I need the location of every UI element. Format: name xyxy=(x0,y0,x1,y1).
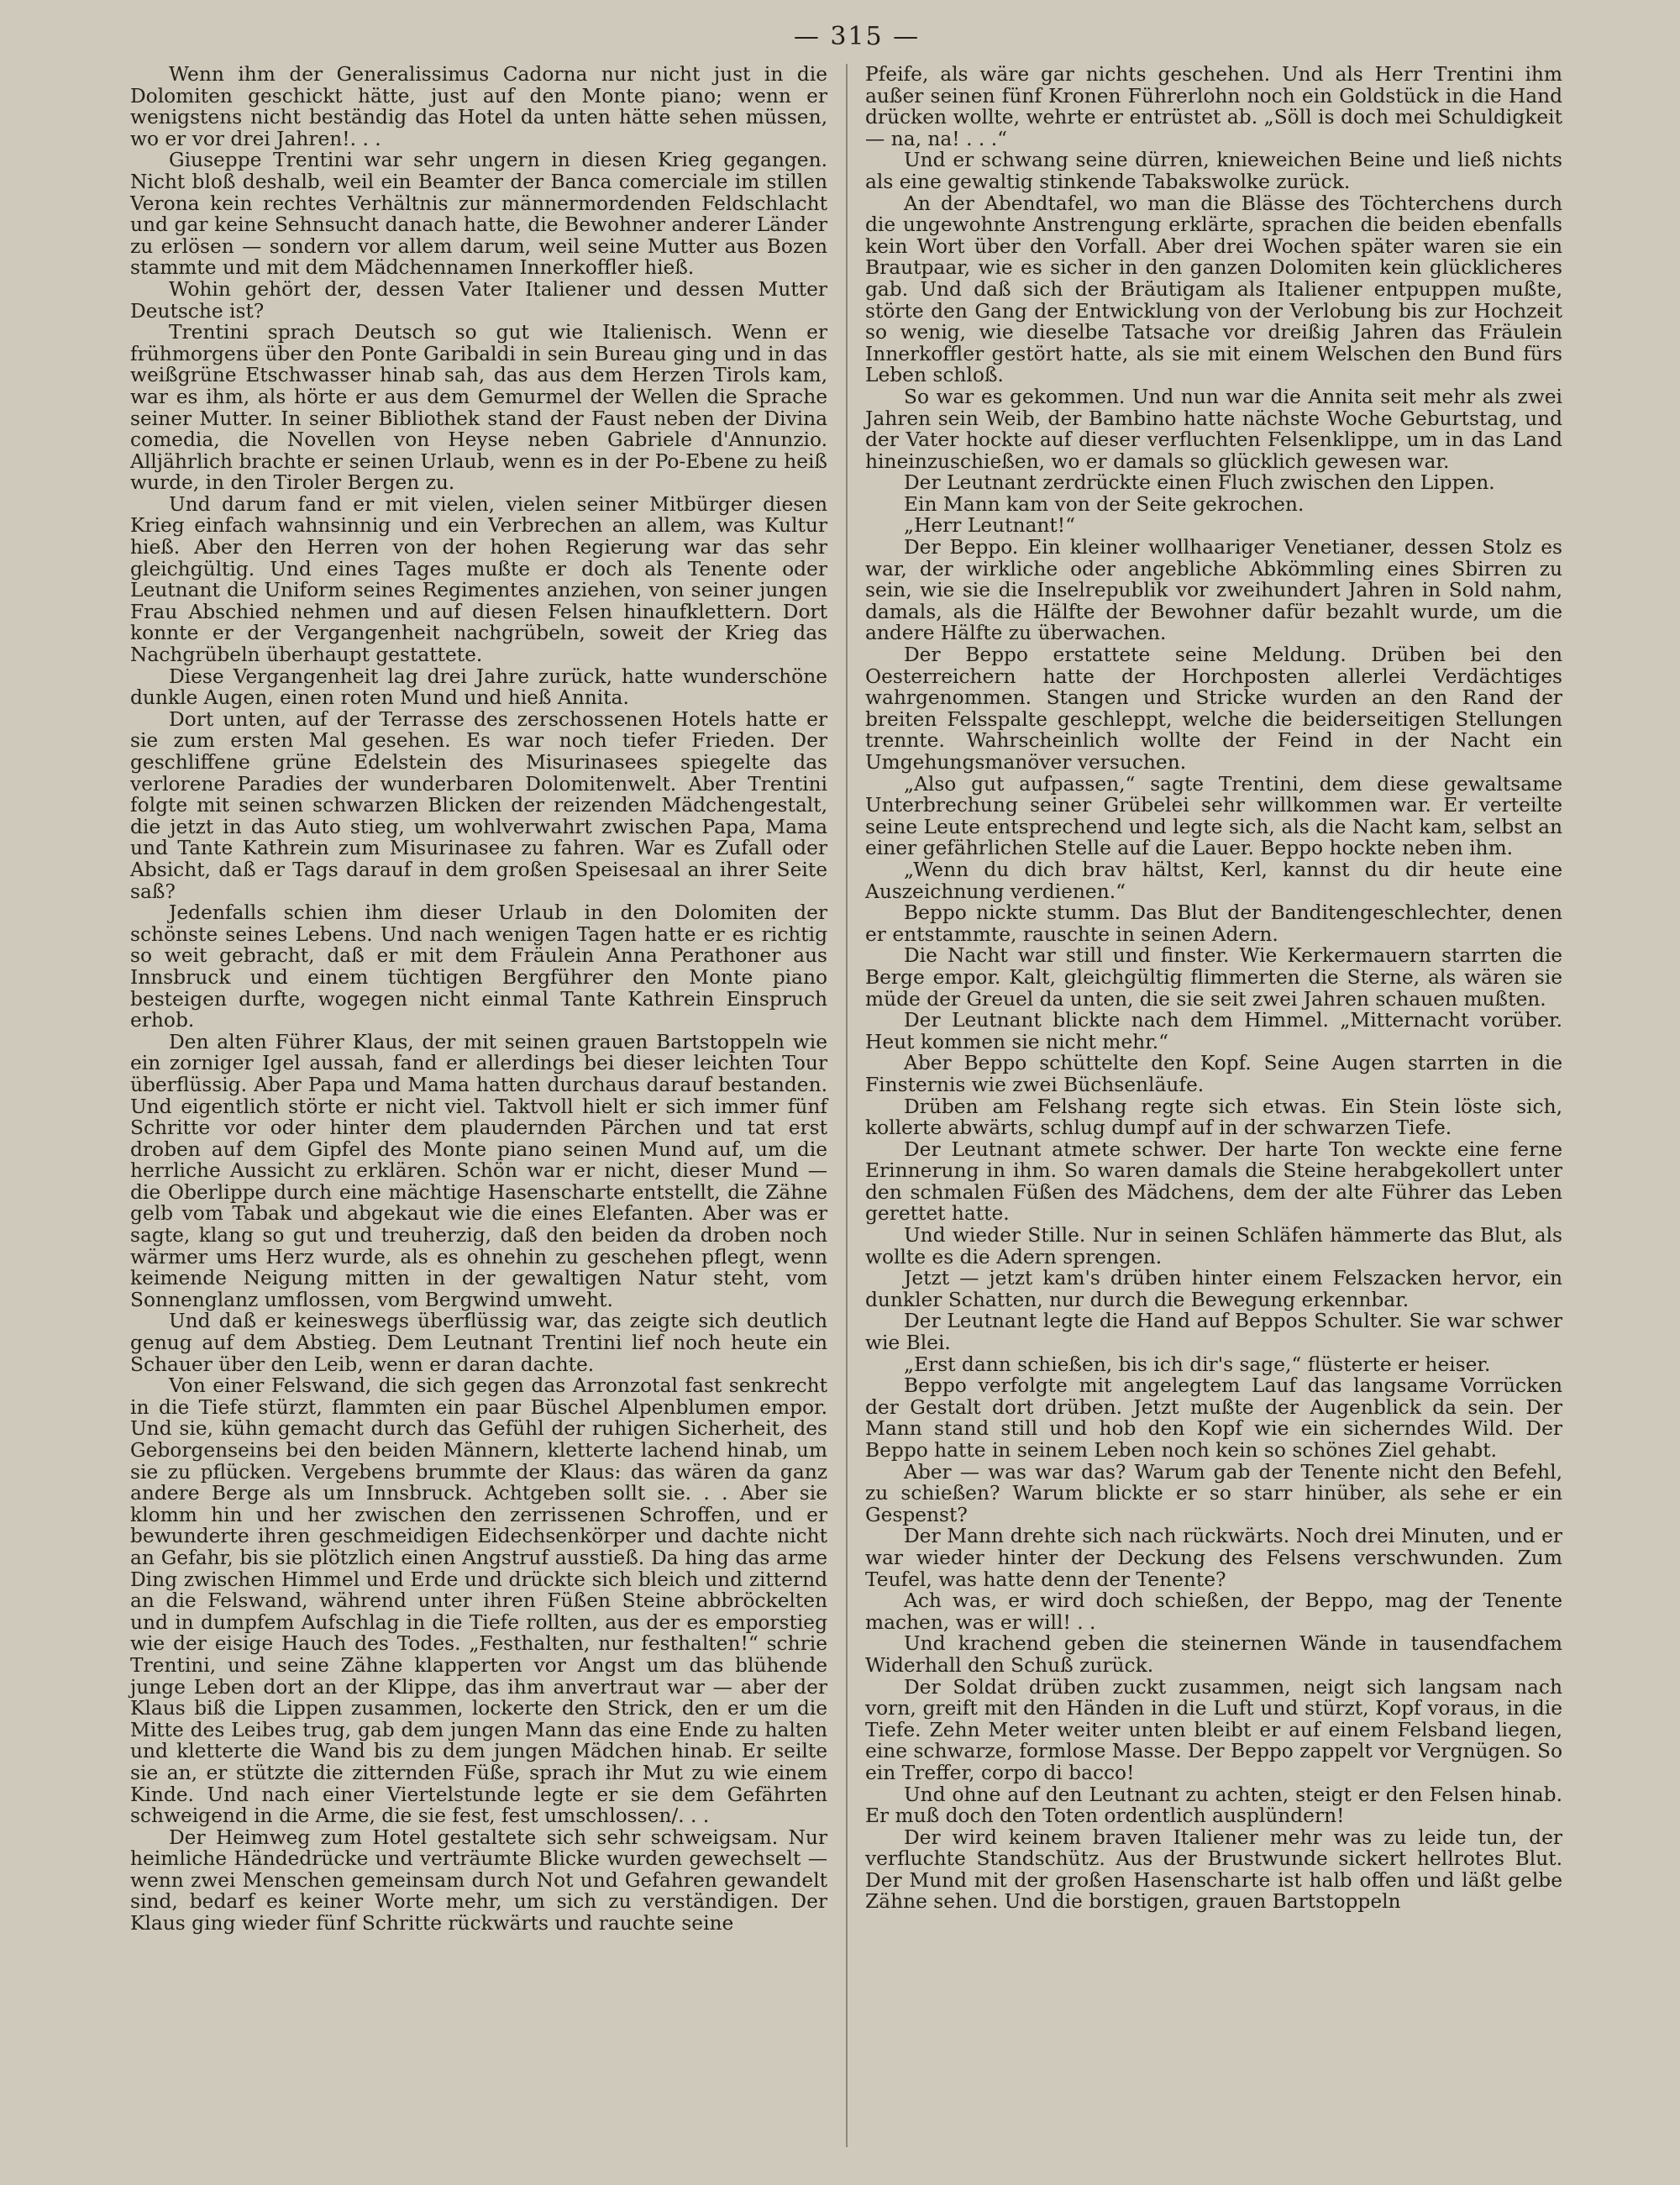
paragraph: Der Heimweg zum Hotel gestaltete sich sehr schweigsam. Nur heimliche Händedrücke und verträumte Blicke wurden gewechselt — wenn zwei Menschen gemeinsam durch Not und Gefahren gewandelt sind, bedarf es keiner Worte mehr, um sich zu verständigen. Der Klaus ging wieder fünf Schritte rückwärts und rauchte seine xyxy=(130,1825,827,1936)
paragraph: Und ohne auf den Leutnant zu achten, steigt er den Felsen hinab. Er muß doch den Toten ordentlich ausplündern! xyxy=(865,1783,1562,1828)
paragraph: Wohin gehört der, dessen Vater Italiener und dessen Mutter Deutsche ist? xyxy=(130,277,827,323)
paragraph: „Wenn du dich brav hältst, Kerl, kannst du dir heute eine Auszeichnung verdienen.“ xyxy=(865,858,1562,903)
paragraph: An der Abendtafel, wo man die Blässe des Töchterchens durch die ungewohnte Anstrengung erklärte, sprachen die beiden ebenfalls kein Wort über den Vorfall. Aber drei Wochen später waren sie ein Brautpaar, wie es sicher in den ganzen Dolomiten kein glücklicheres gab. Und daß sich der Bräutigam als Italiener entpuppen mußte, störte den Gang der Entwicklung von der Verlobung bis zur Hochzeit so wenig, wie dieselbe Tatsache vor dreißig Jahren das Fräulein Innerkoffler gestört hatte, als sie mit einem Welschen den Bund fürs Leben schloß. xyxy=(865,192,1562,387)
paragraph: Dort unten, auf der Terrasse des zerschossenen Hotels hatte er sie zum ersten Mal gesehen. Es war noch tiefer Frieden. Der geschliffene grüne Edelstein des Misurinasees spiegelte das verlorene Paradies der wunderbaren Dolomitenwelt. Aber Trentini folgte mit seinen schwarzen Blicken der reizenden Mädchengestalt, die jetzt in das Auto stieg, um wohlverwahrt zwischen Papa, Mama und Tante Kathrein zum Misurinasee zu fahren. War es Zufall oder Absicht, daß er Tags darauf in dem großen Speisesaal an ihrer Seite saß? xyxy=(130,707,827,903)
paragraph: Die Nacht war still und finster. Wie Kerkermauern starrten die Berge empor. Kalt, gleichgültig flimmerten die Sterne, als wären sie müde der Greuel da unten, die sie seit zwei Jahren schauen mußten. xyxy=(865,944,1562,1011)
paragraph: Beppo nickte stumm. Das Blut der Banditengeschlechter, denen er entstammte, rauschte in seinen Adern. xyxy=(865,901,1562,946)
paragraph: Von einer Felswand, die sich gegen das Arronzotal fast senkrecht in die Tiefe stürzt, flammten ein paar Büschel Alpenblumen empor. Und sie, kühn gemacht durch das Gefühl der ruhigen Sicherheit, des Geborgenseins bei den beiden Männern, kletterte lachend hinab, um sie zu pflücken. Vergebens brummte der Klaus: das wären da ganz andere Berge als um Innsbruck. Achtgeben sollt sie. . . Aber sie klomm hin und her zwischen den zerrissenen Schroffen, und er bewunderte ihren geschmeidigen Eidechsenkörper und dachte nicht an Gefahr, bis sie plötzlich einen Angstruf ausstieß. Da hing das arme Ding zwischen Himmel und Erde und drückte sich bleich und zitternd an die Felswand, während unter ihren Füßen Steine abbröckelten und in dumpfem Aufschlag in die Tiefe rollten, aus der es emporstieg wie der eisige Hauch des Todes. „Festhalten, nur festhalten!“ schrie Trentini, und seine Zähne klapperten vor Angst um das blühende junge Leben dort an der Klippe, das ihm anvertraut war — aber der Klaus biß die Lippen zusammen, lockerte den Strick, den er um die Mitte des Leibes trug, gab dem jungen Mann das eine Ende zu halten und kletterte die Wand bis zu dem jungen Mädchen hinab. Er seilte sie an, er stützte die zitternden Füße, sprach ihr Mut zu wie einem Kinde. Und nach einer Viertelstunde legte er sie dem Gefährten schweigend in die Arme, die sie fest, fest umschlossen/. . . xyxy=(130,1374,827,1828)
paragraph: Beppo verfolgte mit angelegtem Lauf das langsame Vorrücken der Gestalt dort drüben. Jetzt mußte der Augenblick da sein. Der Mann stand still und hob den Kopf wie ein sicherndes Wild. Der Beppo hatte in seinem Leben noch kein so schönes Ziel gehabt. xyxy=(865,1374,1562,1462)
paragraph: Der Beppo. Ein kleiner wollhaariger Venetianer, dessen Stolz es war, der wirkliche oder angebliche Abkömmling eines Sbirren zu sein, wie sie die Inselrepublik vor zweihundert Jahren in Sold nahm, damals, als die Hälfte der Bewohner dafür bezahlt wurde, um die andere Hälfte zu überwachen. xyxy=(865,536,1562,645)
paragraph: Diese Vergangenheit lag drei Jahre zurück, hatte wunderschöne dunkle Augen, einen roten Mund und hieß Annita. xyxy=(130,664,827,710)
paragraph: Ach was, er wird doch schießen, der Beppo, mag der Tenente machen, was er will! . . xyxy=(865,1589,1562,1634)
paragraph: Der Leutnant legte die Hand auf Beppos Schulter. Sie war schwer wie Blei. xyxy=(865,1310,1562,1355)
paragraph: Der Leutnant blickte nach dem Himmel. „Mitternacht vorüber. Heut kommen sie nicht mehr.“ xyxy=(865,1009,1562,1053)
left-column xyxy=(130,64,827,1935)
paragraph: Der Leutnant atmete schwer. Der harte Ton weckte eine ferne Erinnerung in ihm. So waren damals die Steine herabgekollert unter den schmalen Füßen des Mädchens, dem der alte Führer das Leben gerettet hatte. xyxy=(865,1137,1562,1226)
paragraph: Der Beppo erstattete seine Meldung. Drüben bei den Oesterreichern hatte der Horchposten allerlei Verdächtiges wahrgenommen. Stangen und Stricke wurden an den Rand der breiten Felsspalte geschleppt, welche die beiderseitigen Stellungen trennte. Wahrscheinlich wollte der Feind in der Nacht ein Umgehungsmanöver versuchen. xyxy=(865,643,1562,774)
paragraph: „Herr Leutnant!“ xyxy=(904,514,1076,538)
paragraph: Und er schwang seine dürren, knieweichen Beine und ließ nichts als eine gewaltig stinkende Tabakswolke zurück. xyxy=(865,149,1562,193)
paragraph: „Erst dann schießen, bis ich dir's sage,“ flüsterte er heiser. xyxy=(904,1352,1491,1376)
paragraph: Aber — was war das? Warum gab der Tenente nicht den Befehl, zu schießen? Warum blickte er so starr hinüber, als sehe er ein Gespenst? xyxy=(865,1460,1562,1526)
paragraph: Und darum fand er mit vielen, vielen seiner Mitbürger diesen Krieg einfach wahnsinnig und ein Verbrechen an allem, was Kultur hieß. Aber den Herren von der hohen Regierung war das sehr gleichgültig. Und eines Tages mußte er doch als Tenente oder Leutnant die Uniform seines Regimentes anziehen, von seiner jungen Frau Abschied nehmen und auf diesen Felsen hinaufklettern. Dort konnte er der Vergangenheit nachgrübeln, soweit der Krieg das Nachgrübeln überhaupt gestattete. xyxy=(130,492,827,667)
paragraph: Jetzt — jetzt kam's drüben hinter einem Felszacken hervor, ein dunkler Schatten, nur durch die Bewegung erkennbar. xyxy=(865,1267,1562,1311)
paragraph: Ein Mann kam von der Seite gekrochen. xyxy=(904,492,1305,516)
paragraph: Der Soldat drüben zuckt zusammen, neigt sich langsam nach vorn, greift mit den Händen in die Luft und stürzt, Kopf voraus, in die Tiefe. Zehn Meter weiter unten bleibt er auf einem Felsband liegen, eine schwarze, formlose Masse. Der Beppo zappelt vor Vergnügen. So ein Treffer, corpo di bacco! xyxy=(865,1675,1562,1784)
paragraph: „Also gut aufpassen,“ sagte Trentini, dem diese gewaltsame Unterbrechung seiner Grübelei sehr willkommen war. Er verteilte seine Leute entsprechend und legte sich, als die Nacht kam, selbst an einer gefährlichen Stelle auf die Lauer. Beppo hockte neben ihm. xyxy=(865,772,1562,860)
paragraph: Der Leutnant zerdrückte einen Fluch zwischen den Lippen. xyxy=(904,471,1495,495)
page-number: — 315 — xyxy=(793,22,921,51)
paragraph: So war es gekommen. Und nun war die Annita seit mehr als zwei Jahren sein Weib, der Bambino hatte nächste Woche Geburtstag, und der Vater hockte auf dieser verfluchten Felsenklippe, um in das Land hineinzuschießen, wo er damals so glücklich gewesen war. xyxy=(865,385,1562,473)
right-column xyxy=(865,64,1562,1913)
paragraph: Jedenfalls schien ihm dieser Urlaub in den Dolomiten der schönste seines Lebens. Und nach wenigen Tagen hatte er es richtig so weit gebracht, daß er mit dem Fräulein Anna Perathoner aus Innsbruck und einem tüchtigen Bergführer den Monte piano besteigen durfte, wogegen nicht einmal Tante Kathrein Einspruch erhob. xyxy=(130,901,827,1032)
paragraph: Drüben am Felshang regte sich etwas. Ein Stein löste sich, kollerte abwärts, schlug dumpf auf in der schwarzen Tiefe. xyxy=(865,1095,1562,1140)
paragraph: Und daß er keineswegs überflüssig war, das zeigte sich deutlich genug auf dem Abstieg. Dem Leutnant Trentini lief noch heute ein Schauer über den Leib, wenn er daran dachte. xyxy=(130,1310,827,1376)
paragraph: Und krachend geben die steinernen Wände in tausendfachem Widerhall den Schuß zurück. xyxy=(865,1632,1562,1677)
paragraph: Aber Beppo schüttelte den Kopf. Seine Augen starrten in die Finsternis wie zwei Büchsenläufe. xyxy=(865,1052,1562,1096)
paragraph: Giuseppe Trentini war sehr ungern in diesen Krieg gegangen. Nicht bloß deshalb, weil ein Beamter der Banca comerciale im stillen Verona kein rechtes Verhältnis zur männermordenden Feldschlacht und gar keine Sehnsucht danach hatte, die Bewohner anderer Länder zu erlösen — sondern vor allem darum, weil seine Mutter aus Bozen stammte und mit dem Mädchennamen Innerkoffler hieß. xyxy=(130,149,827,280)
paragraph: Der wird keinem braven Italiener mehr was zu leide tun, der verfluchte Standschütz. Aus der Brustwunde sickert hellrotes Blut. Der Mund mit der großen Hasenscharte ist halb offen und läßt gelbe Zähne sehen. Und die borstigen, grauen Bartstoppeln xyxy=(865,1825,1562,1914)
paragraph: Wenn ihm der Generalissimus Cadorna nur nicht just in die Dolomiten geschickt hätte, just auf den Monte piano; wenn er wenigstens nicht beständig das Hotel da unten hätte sehen müssen, wo er vor drei Jahren!. . . xyxy=(130,63,827,150)
column-divider xyxy=(846,64,848,2147)
paragraph: Pfeife, als wäre gar nichts geschehen. Und als Herr Trentini ihm außer seinen fünf Kronen Führerlohn noch ein Goldstück in die Hand drücken wollte, wehrte er entrüstet ab. „Söll is doch mei Schuldigkeit — na, na! . . .“ xyxy=(865,63,1562,150)
paragraph: Und wieder Stille. Nur in seinen Schläfen hämmerte das Blut, als wollte es die Adern sprengen. xyxy=(865,1224,1562,1268)
paragraph: Trentini sprach Deutsch so gut wie Italienisch. Wenn er frühmorgens über den Ponte Garibaldi in sein Bureau ging und in das weißgrüne Etschwasser hinab sah, das aus dem Herzen Tirols kam, war es ihm, als hörte er aus dem Gemurmel der Wellen die Sprache seiner Mutter. In seiner Bibliothek stand der Faust neben der Divina comedia, die Novellen von Heyse neben Gabriele d'Annunzio. Alljährlich brachte er seinen Urlaub, wenn es in der Po-Ebene zu heiß wurde, in den Tiroler Bergen zu. xyxy=(130,321,827,495)
paragraph: Der Mann drehte sich nach rückwärts. Noch drei Minuten, und er war wieder hinter der Deckung des Felsens verschwunden. Zum Teufel, was hatte denn der Tenente? xyxy=(865,1525,1562,1591)
paragraph: Den alten Führer Klaus, der mit seinen grauen Bartstoppeln wie ein zorniger Igel aussah, fand er allerdings bei dieser leichten Tour überflüssig. Aber Papa und Mama hatten durchaus darauf bestanden. Und eigentlich störte er nicht viel. Taktvoll hielt er sich immer fünf Schritte vor oder hinter dem plaudernden Pärchen und tat erst droben auf dem Gipfel des Monte piano seinen Mund auf, um die herrliche Aussicht zu erklären. Schön war er nicht, dieser Mund — die Oberlippe durch eine mächtige Hasenscharte entstellt, die Zähne gelb vom Tabak und abgekaut wie die eines Elefanten. Aber was er sagte, klang so gut und treuherzig, daß den beiden da droben noch wärmer ums Herz wurde, als es ohnehin zu geschehen pflegt, wenn keimende Neigung mitten in der gewaltigen Natur steht, vom Sonnenglanz umflossen, vom Bergwind umweht. xyxy=(130,1030,827,1311)
